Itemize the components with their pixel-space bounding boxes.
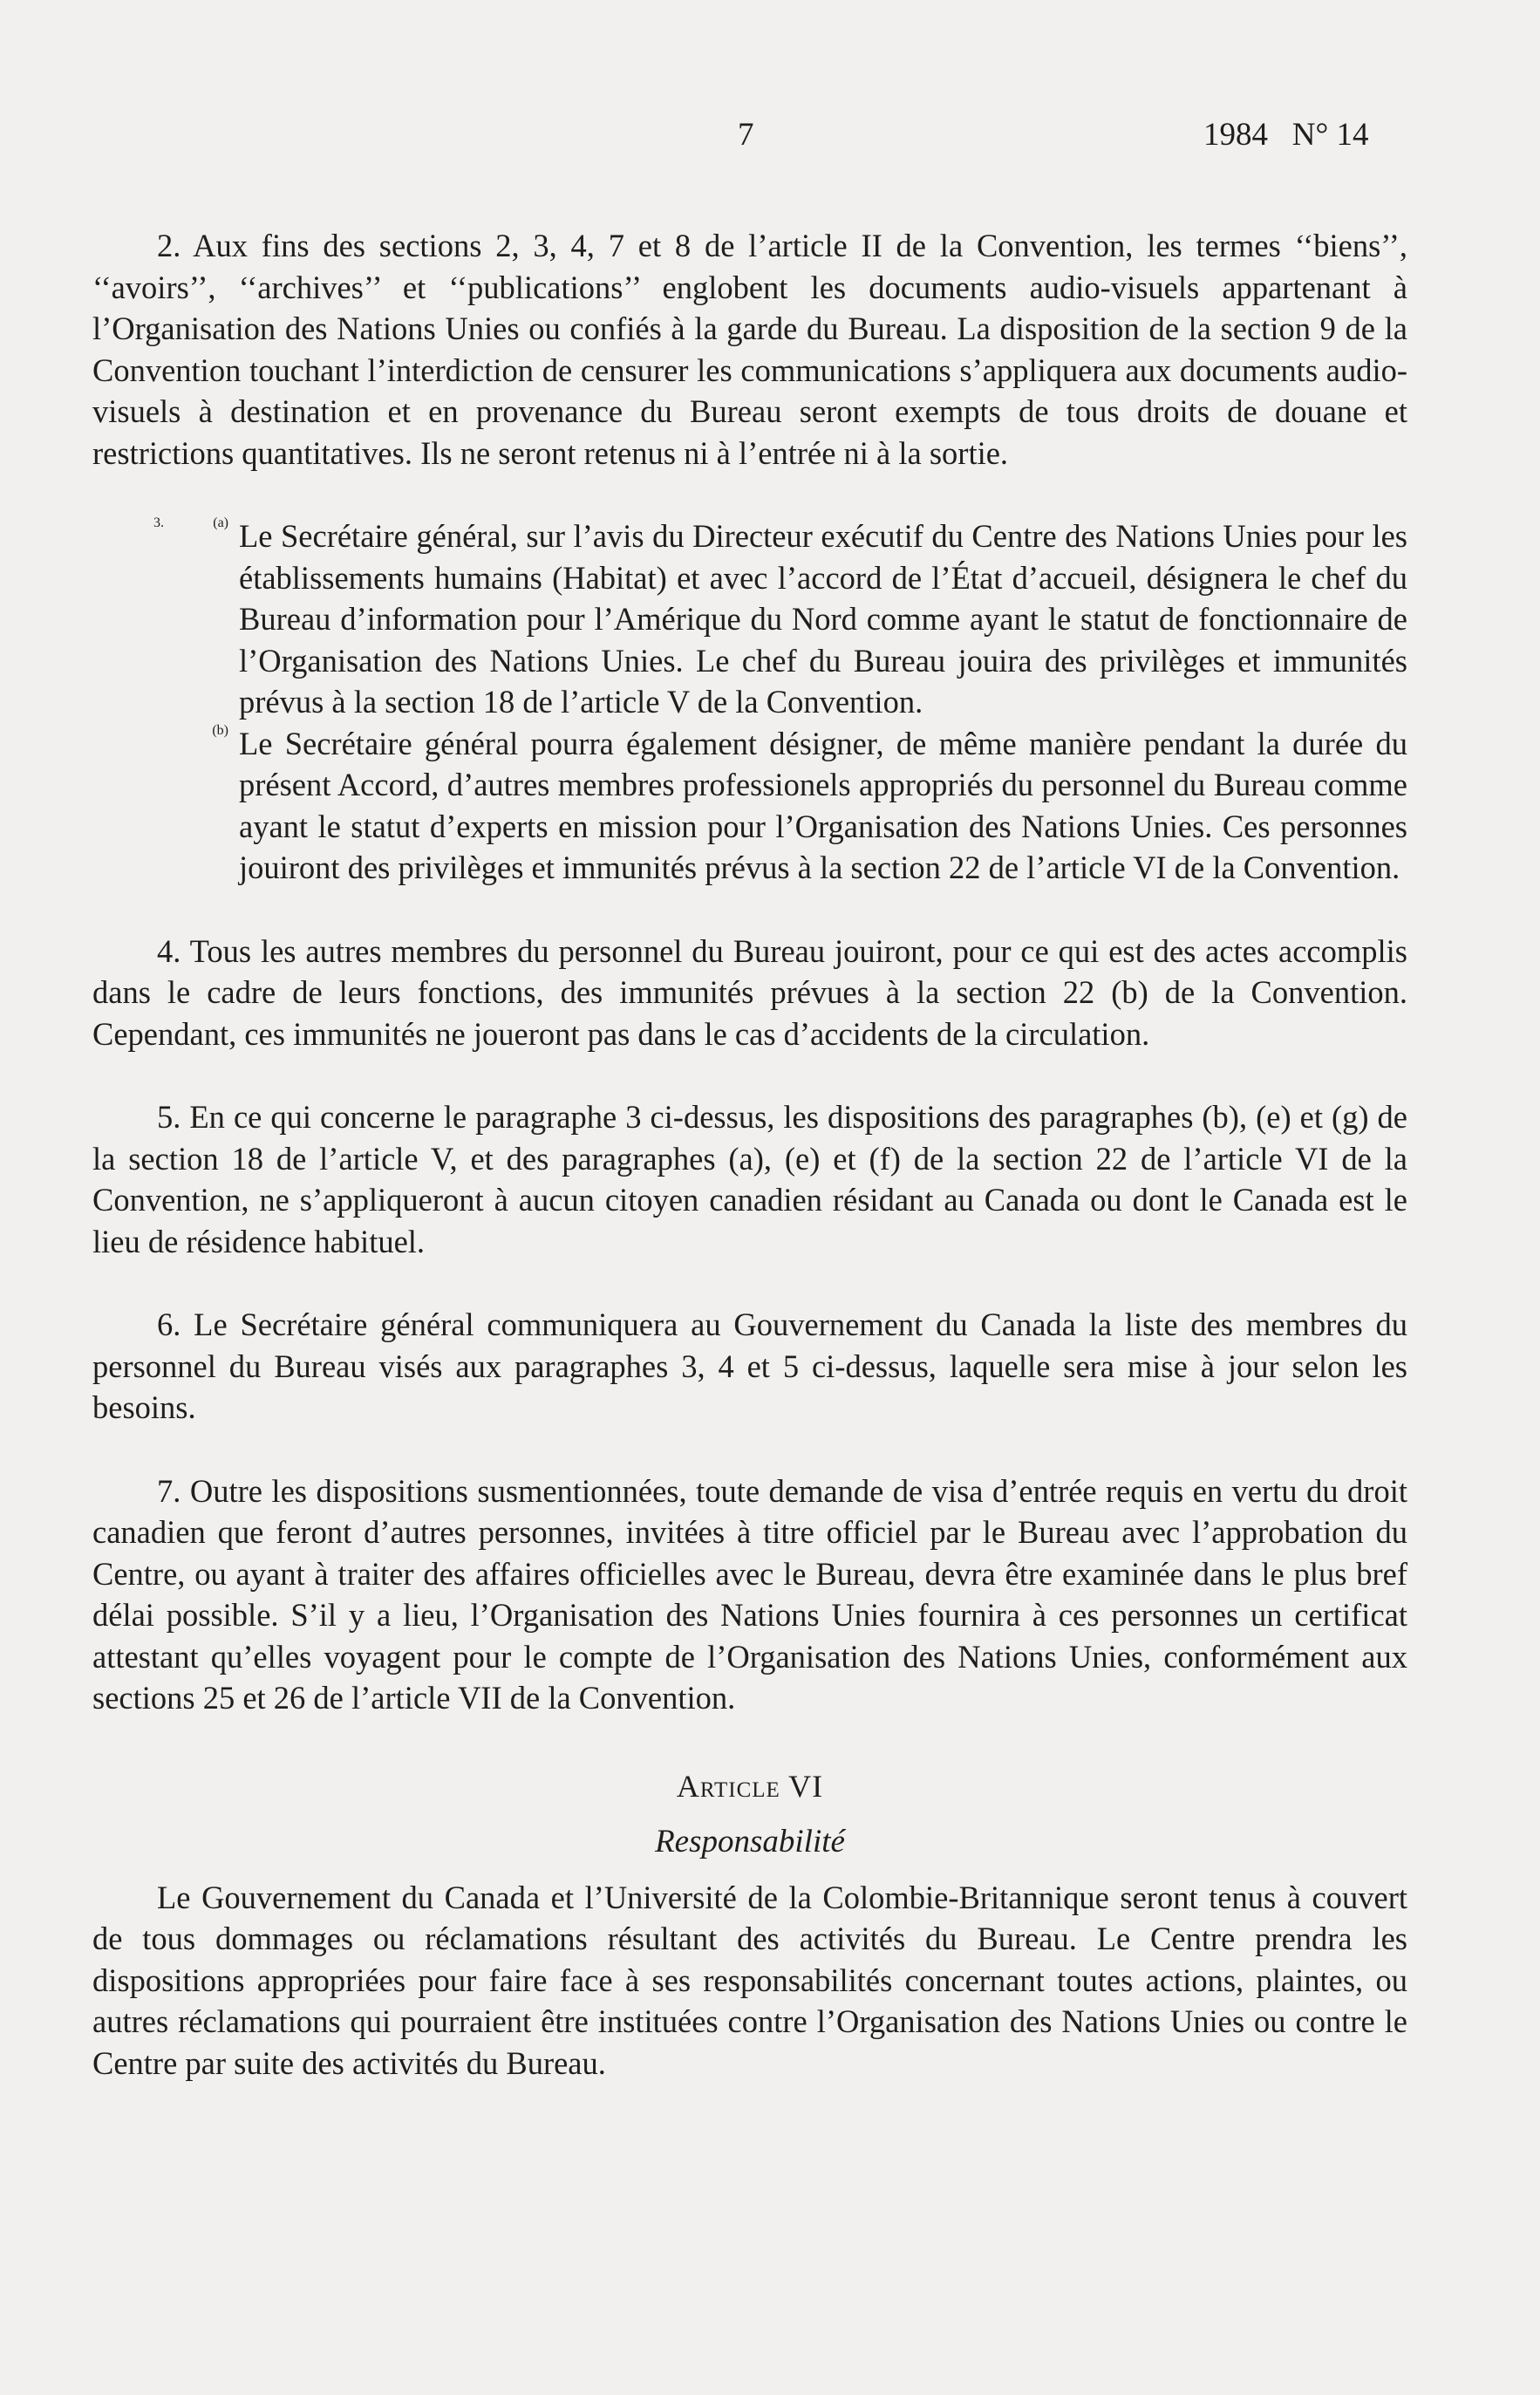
paragraph-5: 5. En ce qui concerne le paragraphe 3 ci-dessus, les dispositions des paragraphes (b), (e) et (g) de la section 18 de l’article V, et des paragraphes (a), (e) et (f) de la section 22 de l’article VI de la Convention, ne s’appliqueront à aucun citoyen canadien résidant au Canada ou dont le Canada est le lieu de résidence habituel. bbox=[92, 1099, 1407, 1259]
paragraph-3-number: 3. bbox=[153, 515, 164, 530]
page-number: 7 bbox=[738, 117, 754, 153]
article-text: Le Gouvernement du Canada et l’Université de la Colombie-Britannique seront tenus à couvert de tous dommages ou réclamations résultant des activités du Bureau. Le Centre prendra les dispositions appropriées pour faire face à ses responsabilités concernant toutes actions, plaintes, ou autres réclamations qui pourraient être instituées contre l’Organisation des Nations Unies ou contre le Centre par suite des activités du Bureau. bbox=[92, 1879, 1407, 2081]
paragraph-4: 4. Tous les autres membres du personnel du Bureau jouiront, pour ce qui est des actes accomplis dans le cadre de leurs fonctions, des immunités prévues à la section 22 (b) de la Convention. Cependant, ces immunités ne joueront pas dans le cas d’accidents de la circulation. bbox=[92, 932, 1407, 1052]
paragraph-3b-label: (b) bbox=[212, 722, 228, 738]
paragraph-3a-label: (a) bbox=[213, 515, 228, 530]
document-body bbox=[92, 225, 1407, 2084]
paragraph-6: 6. Le Secrétaire général communiquera au Gouvernement du Canada la liste des membres du personnel du Bureau visés aux paragraphes 3, 4 et 5 ci-dessus, laquelle sera mise à jour selon les besoins. bbox=[92, 1307, 1407, 1425]
paragraph-3a bbox=[92, 515, 1407, 723]
article-heading: Article VI bbox=[676, 1768, 824, 1804]
paragraph-3b bbox=[92, 723, 1407, 889]
paragraph-3b-text: Le Secrétaire général pourra également désigner, de même manière pendant la durée du présent Accord, d’autres membres professionels appropriés du personnel du Bureau comme ayant le statut d’experts en mission pour l’Organisation des Nations Unies. Ces personnes jouiront des privilèges et immunités prévus à la section 22 de l’article VI de la Convention. bbox=[239, 725, 1407, 885]
article-title: Responsabilité bbox=[655, 1824, 845, 1859]
paragraph-3a-text: Le Secrétaire général, sur l’avis du Directeur exécutif du Centre des Nations Unies pour les établissements humains (Habitat) et avec l’accord de l’État d’accueil, désignera le chef du Bureau d’information pour l’Amérique du Nord comme ayant le statut de fonctionnaire de l’Organisation des Nations Unies. Le chef du Bureau jouira des privilèges et immunités prévus à la section 18 de l’article V de la Convention. bbox=[239, 518, 1407, 720]
paragraph-7: 7. Outre les dispositions susmentionnées, toute demande de visa d’entrée requis en vertu du droit canadien que feront d’autres personnes, invitées à titre officiel par le Bureau avec l’approbation du Centre, ou ayant à traiter des affaires officielles avec le Bureau, devra être examinée dans le plus bref délai possible. S’il y a lieu, l’Organisation des Nations Unies fournira à ces personnes un certificat attestant qu’elles voyagent pour le compte de l’Organisation des Nations Unies, conformément aux sections 25 et 26 de l’article VII de la Convention. bbox=[92, 1472, 1407, 1716]
document-reference: 1984 N° 14 bbox=[1203, 117, 1369, 153]
paragraph-2: 2. Aux fins des sections 2, 3, 4, 7 et 8 de l’article II de la Convention, les termes ‘‘biens’’, ‘‘avoirs’’, ‘‘archives’’ et ‘‘publications’’ englobent les documents audio-visuels appartenant à l’Organisation des Nations Unies ou confiés à la garde du Bureau. La disposition de la section 9 de la Convention touchant l’interdiction de censurer les communications s’appliquera aux documents audio-visuels à destination et en provenance du Bureau seront exempts de tous droits de douane et restrictions quantitatives. Ils ne seront retenus ni à l’entrée ni à la sortie. bbox=[92, 228, 1407, 471]
